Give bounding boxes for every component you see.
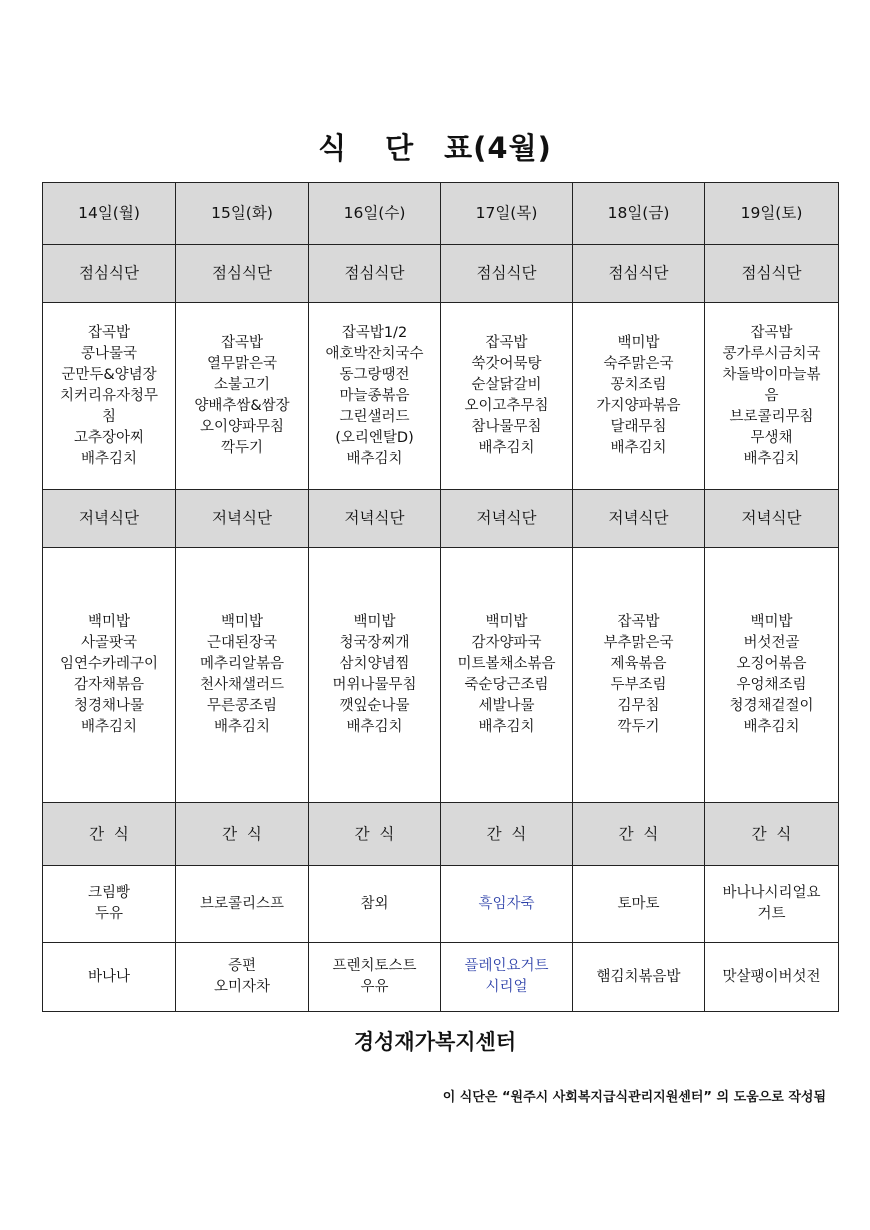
snack-cell xyxy=(309,866,441,943)
menu-item: 잡곡밥 xyxy=(750,324,793,341)
menu-item: 두부조림 xyxy=(610,677,667,693)
menu-item: 깻잎순나물 xyxy=(339,698,410,714)
menu-item: 백미밥 xyxy=(485,614,528,630)
menu-item: 깍두기 xyxy=(220,440,264,456)
lunch-label: 점심식단 xyxy=(176,245,309,303)
menu-item: 군만두&양념장 xyxy=(61,366,157,383)
snack-cell xyxy=(705,943,839,1012)
menu-item: 시리얼 xyxy=(485,979,528,995)
lunch-cell xyxy=(176,303,309,490)
menu-item: 제육볶음 xyxy=(610,656,667,672)
snack-cell xyxy=(441,943,573,1012)
menu-item: 침 xyxy=(101,408,116,425)
menu-item: 소불고기 xyxy=(213,377,271,393)
menu-item: 감자채볶음 xyxy=(73,677,145,693)
menu-item: 가지양파볶음 xyxy=(596,398,681,414)
menu-item: 순살닭갈비 xyxy=(471,377,542,393)
menu-item: 배추김치 xyxy=(478,440,535,456)
snack-cell xyxy=(573,866,705,943)
menu-item: 잡곡밥1/2 xyxy=(341,324,408,341)
lunch-label: 점심식단 xyxy=(43,245,176,303)
menu-item: 오미자차 xyxy=(213,979,271,995)
menu-item: 배추김치 xyxy=(80,450,138,467)
dinner-label: 저녁식단 xyxy=(176,490,309,548)
footer-note: 이 식단은 “원주시 사회복지급식관리지원센터” 의 도움으로 작성됨 xyxy=(442,1090,826,1105)
menu-item: 차돌박이마늘볶 xyxy=(722,366,821,383)
menu-item: 배추김치 xyxy=(743,719,800,735)
menu-item: 맛살팽이버섯전 xyxy=(722,968,821,985)
menu-item: 거트 xyxy=(757,906,786,922)
menu-item: 그린샐러드 xyxy=(339,408,410,425)
menu-item: 햄김치볶음밥 xyxy=(596,968,681,985)
snack-label: 간 식 xyxy=(573,803,705,866)
snack-cell xyxy=(176,943,309,1012)
menu-item: 브로콜리무침 xyxy=(729,408,814,425)
menu-item: 배추김치 xyxy=(478,719,535,735)
title-word-1: 식 xyxy=(318,131,348,165)
menu-item: (오리엔탈D) xyxy=(335,429,414,446)
snack-row-2 xyxy=(43,943,839,1012)
menu-item: 배추김치 xyxy=(346,719,403,735)
menu-item: 참외 xyxy=(360,895,389,912)
menu-item: 콩가루시금치국 xyxy=(722,345,821,362)
menu-item: 삼치양념찜 xyxy=(339,656,410,672)
snack-label: 간 식 xyxy=(43,803,176,866)
menu-item: 치커리유자청무 xyxy=(59,387,159,404)
menu-item: 무른콩조림 xyxy=(206,698,278,714)
menu-item: 잡곡밥 xyxy=(617,614,660,630)
lunch-label: 점심식단 xyxy=(309,245,441,303)
dinner-row xyxy=(43,548,839,803)
dinner-cell xyxy=(705,548,839,803)
menu-item: 잡곡밥 xyxy=(87,324,131,341)
menu-item: 동그랑땡전 xyxy=(339,366,410,383)
title-word-3: 표(4월) xyxy=(444,131,552,165)
date-row xyxy=(43,183,839,245)
lunch-cell xyxy=(309,303,441,490)
snack-label: 간 식 xyxy=(441,803,573,866)
dinner-cell xyxy=(441,548,573,803)
menu-item: 백미밥 xyxy=(220,614,264,630)
center-name: 경성재가복지센터 xyxy=(353,1030,517,1054)
lunch-label: 점심식단 xyxy=(705,245,839,303)
menu-item: 우엉채조림 xyxy=(736,677,807,693)
snack-cell xyxy=(441,866,573,943)
lunch-label: 점심식단 xyxy=(441,245,573,303)
snack-cell xyxy=(705,866,839,943)
menu-item: 김무침 xyxy=(617,698,660,714)
menu-item: 오이고추무침 xyxy=(464,398,549,414)
menu-item: 미트볼채소볶음 xyxy=(457,656,556,672)
menu-item: 오징어볶음 xyxy=(736,656,807,672)
dinner-cell xyxy=(43,548,176,803)
date-cell: 16일(수) xyxy=(309,183,441,245)
menu-item: 꽁치조림 xyxy=(610,377,667,393)
dinner-label: 저녁식단 xyxy=(573,490,705,548)
dinner-label: 저녁식단 xyxy=(43,490,176,548)
page-title xyxy=(0,126,870,167)
menu-item: 청경채나물 xyxy=(73,698,145,714)
menu-item: 애호박잔치국수 xyxy=(325,345,424,362)
menu-item: 백미밥 xyxy=(750,614,793,630)
menu-item: 감자양파국 xyxy=(471,635,542,651)
menu-item: 음 xyxy=(764,387,779,404)
menu-item: 바나나 xyxy=(87,968,131,985)
lunch-cell xyxy=(705,303,839,490)
dinner-label-row xyxy=(43,490,839,548)
date-cell: 19일(토) xyxy=(705,183,839,245)
menu-item: 배추김치 xyxy=(743,450,800,467)
date-cell: 18일(금) xyxy=(573,183,705,245)
menu-item: 버섯전골 xyxy=(743,635,800,651)
menu-item: 백미밥 xyxy=(617,335,660,351)
menu-item: 근대된장국 xyxy=(206,635,278,651)
menu-item: 백미밥 xyxy=(87,614,131,630)
menu-item: 우유 xyxy=(360,979,389,995)
menu-item: 열무맑은국 xyxy=(206,356,278,372)
dinner-cell xyxy=(176,548,309,803)
snack-label: 간 식 xyxy=(705,803,839,866)
snack-label: 간 식 xyxy=(176,803,309,866)
dinner-label: 저녁식단 xyxy=(441,490,573,548)
date-cell: 15일(화) xyxy=(176,183,309,245)
menu-item: 배추김치 xyxy=(346,450,403,467)
menu-item: 죽순당근조림 xyxy=(464,677,549,693)
lunch-label: 점심식단 xyxy=(573,245,705,303)
menu-item: 머위나물무침 xyxy=(332,677,417,693)
snack-cell xyxy=(43,943,176,1012)
menu-item: 깍두기 xyxy=(617,719,660,735)
menu-item: 바나나시리얼요 xyxy=(722,885,821,901)
dinner-cell xyxy=(573,548,705,803)
lunch-row xyxy=(43,303,839,490)
menu-item: 임연수카레구이 xyxy=(59,656,159,672)
menu-item: 고추장아찌 xyxy=(73,429,145,446)
menu-item: 청경채겉절이 xyxy=(729,698,814,714)
snack-label-row xyxy=(43,803,839,866)
menu-item: 무생채 xyxy=(750,429,793,446)
menu-item: 브로콜리스프 xyxy=(199,895,285,912)
menu-item: 배추김치 xyxy=(80,719,138,735)
menu-item: 오이양파무침 xyxy=(199,419,285,435)
menu-item: 프렌치토스트 xyxy=(332,958,417,974)
snack-row-1 xyxy=(43,866,839,943)
menu-item: 두유 xyxy=(94,906,123,922)
dinner-label: 저녁식단 xyxy=(309,490,441,548)
title-word-2: 단 xyxy=(385,131,415,165)
menu-item: 백미밥 xyxy=(353,614,396,630)
menu-item: 달래무침 xyxy=(610,419,667,435)
menu-item: 배추김치 xyxy=(213,719,271,735)
menu-item: 흑임자죽 xyxy=(478,895,535,912)
menu-item: 청국장찌개 xyxy=(339,635,410,651)
menu-item: 세발나물 xyxy=(478,698,535,714)
menu-item: 참나물무침 xyxy=(471,419,542,435)
menu-item: 천사채샐러드 xyxy=(199,677,285,693)
dinner-cell xyxy=(309,548,441,803)
menu-table xyxy=(42,182,839,1012)
menu-item: 숙주맑은국 xyxy=(603,356,674,372)
menu-item: 잡곡밥 xyxy=(485,335,528,351)
lunch-cell xyxy=(573,303,705,490)
snack-cell xyxy=(309,943,441,1012)
dinner-label: 저녁식단 xyxy=(705,490,839,548)
lunch-cell xyxy=(43,303,176,490)
lunch-label-row xyxy=(43,245,839,303)
lunch-cell xyxy=(441,303,573,490)
menu-item: 마늘종볶음 xyxy=(339,387,410,404)
snack-cell xyxy=(43,866,176,943)
menu-item: 콩나물국 xyxy=(80,345,138,362)
menu-item: 토마토 xyxy=(617,895,660,912)
menu-item: 메추리알볶음 xyxy=(199,656,285,672)
snack-cell xyxy=(176,866,309,943)
menu-item: 플레인요거트 xyxy=(464,958,549,974)
snack-cell xyxy=(573,943,705,1012)
date-cell: 14일(월) xyxy=(43,183,176,245)
menu-item: 잡곡밥 xyxy=(220,335,264,351)
menu-item: 배추김치 xyxy=(610,440,667,456)
menu-item: 쑥갓어묵탕 xyxy=(471,356,542,372)
menu-item: 크림빵 xyxy=(87,885,131,901)
snack-label: 간 식 xyxy=(309,803,441,866)
menu-item: 부추맑은국 xyxy=(603,635,674,651)
menu-item: 증편 xyxy=(227,958,256,974)
menu-item: 사골팟국 xyxy=(80,635,138,651)
menu-item: 양배추쌈&쌈장 xyxy=(194,398,290,414)
date-cell: 17일(목) xyxy=(441,183,573,245)
